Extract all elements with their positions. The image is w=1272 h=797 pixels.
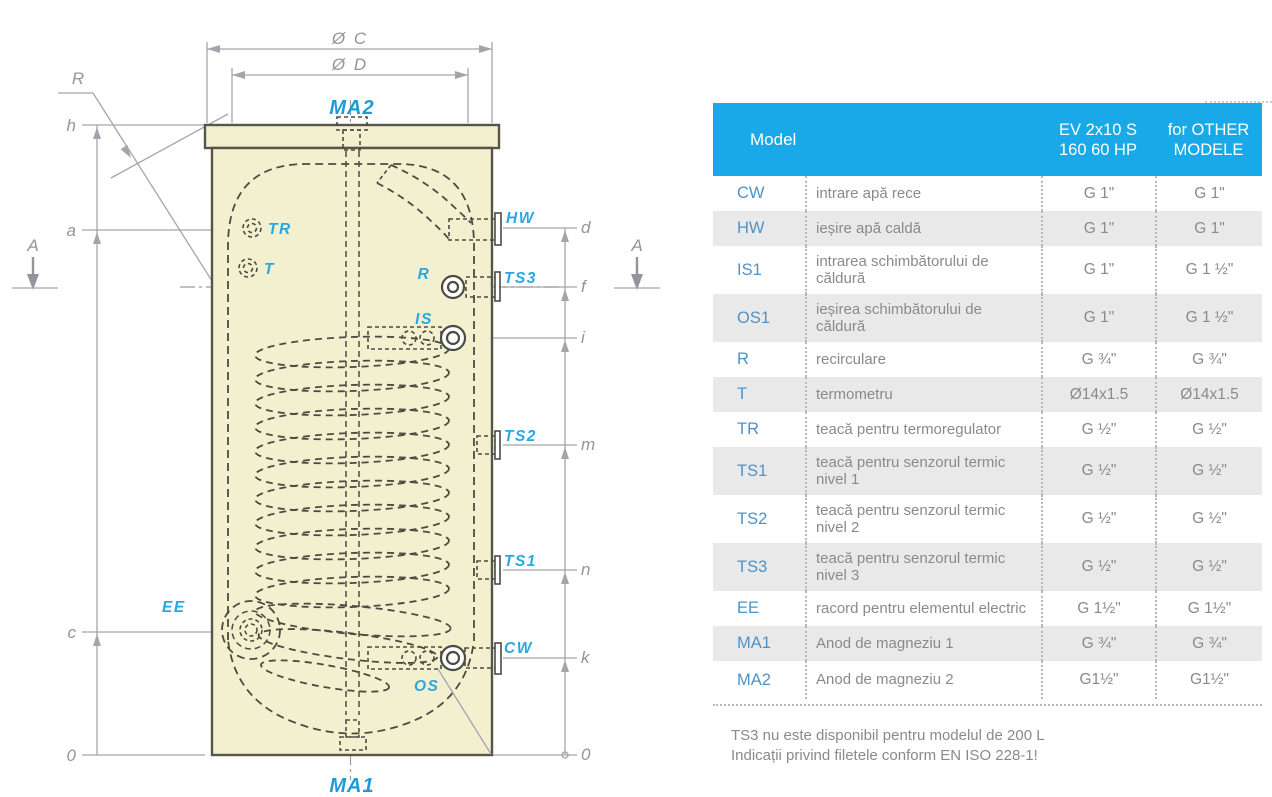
row-ev-value: G ½" [1041, 447, 1155, 495]
footnotes [731, 726, 1045, 766]
row-other-value: G ¾" [1155, 342, 1262, 377]
row-desc: teacă pentru senzorul termic nivel 3 [805, 543, 1041, 591]
row-ev-value: G ½" [1041, 543, 1155, 591]
row-other-value: G ¾" [1155, 626, 1262, 661]
row-code: MA1 [737, 634, 771, 652]
table-row [713, 246, 1262, 294]
row-other-value: G1½" [1155, 661, 1262, 699]
svg-text:A: A [631, 236, 643, 255]
row-desc: teacă pentru senzorul termic nivel 2 [805, 495, 1041, 543]
row-other-value: G ½" [1155, 495, 1262, 543]
row-ev-value: G 1" [1041, 294, 1155, 342]
row-other-value: G ½" [1155, 447, 1262, 495]
row-code: R [737, 350, 749, 368]
row-ev-value: G 1½" [1041, 591, 1155, 626]
dim-label-d: d [581, 218, 591, 237]
table-row [713, 447, 1262, 495]
row-other-value: G 1" [1155, 211, 1262, 246]
dim-label-h: h [66, 116, 76, 135]
label-tr: TR [268, 221, 292, 238]
label-ts1: TS1 [504, 553, 537, 570]
dim-label-m: m [581, 435, 596, 454]
dim-label-c: c [67, 623, 76, 642]
section-marker-right [614, 236, 660, 290]
row-other-value: G 1½" [1155, 591, 1262, 626]
table-row [713, 176, 1262, 211]
row-code: CW [737, 184, 765, 202]
header-model: Model [750, 129, 797, 149]
row-code: HW [737, 219, 765, 237]
connections-spec-table [713, 103, 1262, 699]
table-row [713, 377, 1262, 412]
row-ev-value: G 1" [1041, 176, 1155, 211]
row-desc: recirculare [805, 342, 1041, 377]
row-desc: racord pentru elementul electric [805, 591, 1041, 626]
header-other-models: for OTHER MODELE [1167, 120, 1250, 159]
dim-label-a: a [66, 221, 76, 240]
row-ev-value: Ø14x1.5 [1041, 377, 1155, 412]
row-desc: Anod de magneziu 1 [805, 626, 1041, 661]
dim-label-n: n [581, 560, 591, 579]
row-desc: teacă pentru senzorul termic nivel 1 [805, 447, 1041, 495]
header-model-ev: EV 2x10 S 160 60 HP [1059, 120, 1137, 159]
label-ma2: MA2 [329, 97, 375, 119]
bottom-dotted-divider [713, 704, 1262, 706]
label-ee: EE [162, 599, 186, 616]
dim-label-k: k [581, 648, 590, 667]
row-other-value: Ø14x1.5 [1155, 377, 1262, 412]
row-code: T [737, 385, 748, 403]
dim-label-od: Ø D [331, 55, 369, 74]
row-desc: intrare apă rece [805, 176, 1041, 211]
label-cw: CW [504, 640, 533, 657]
table-row [713, 543, 1262, 591]
table-row [713, 626, 1262, 661]
row-other-value: G 1 ½" [1155, 294, 1262, 342]
dim-label-oc: Ø C [331, 29, 369, 48]
row-code: TS1 [737, 461, 768, 480]
row-ev-value: G1½" [1041, 661, 1155, 699]
table-row [713, 342, 1262, 377]
table-row [713, 412, 1262, 447]
dim-label-zero-right: 0 [581, 745, 591, 764]
table-row [713, 591, 1262, 626]
row-other-value: G ½" [1155, 543, 1262, 591]
footnote-ts3: TS3 nu este disponibil pentru modelul de 200 L [731, 727, 1045, 744]
row-ev-value: G ½" [1041, 495, 1155, 543]
table-row [713, 211, 1262, 246]
table-row [713, 661, 1262, 699]
row-code: TR [737, 420, 759, 438]
row-desc: ieșirea schimbătorului de căldură [805, 294, 1041, 342]
dim-label-r: R [71, 69, 85, 88]
row-desc: ieșire apă caldă [805, 211, 1041, 246]
row-code: MA2 [737, 670, 771, 689]
table-header [713, 103, 1262, 176]
row-other-value: G ½" [1155, 412, 1262, 447]
section-marker-left [12, 236, 58, 290]
label-r: R [417, 266, 431, 283]
dim-label-zero-left: 0 [66, 746, 76, 765]
row-ev-value: G 1" [1041, 211, 1155, 246]
label-ts2: TS2 [504, 428, 537, 445]
row-code: EE [737, 599, 760, 617]
table-body [713, 176, 1262, 699]
row-code: IS1 [737, 260, 762, 279]
label-is: IS [415, 311, 433, 328]
row-desc: Anod de magneziu 2 [805, 661, 1041, 699]
svg-text:A: A [27, 236, 39, 255]
footnote-iso: Indicații privind filetele conform EN ISO 228-1! [731, 747, 1038, 764]
row-ev-value: G ¾" [1041, 342, 1155, 377]
row-desc: termometru [805, 377, 1041, 412]
row-code: TS2 [737, 509, 768, 528]
row-desc: intrarea schimbătorului de căldură [805, 246, 1041, 294]
label-hw: HW [506, 210, 535, 227]
label-t: T [264, 261, 275, 278]
label-os: OS [414, 678, 440, 695]
label-ts3: TS3 [504, 270, 537, 287]
row-code: OS1 [737, 308, 771, 327]
label-ma1: MA1 [329, 775, 375, 797]
row-ev-value: G ½" [1041, 412, 1155, 447]
dim-label-f: f [581, 277, 586, 296]
dim-label-i: i [581, 328, 585, 347]
row-desc: teacă pentru termoregulator [805, 412, 1041, 447]
table-row [713, 294, 1262, 342]
row-other-value: G 1 ½" [1155, 246, 1262, 294]
table-row [713, 495, 1262, 543]
row-ev-value: G 1" [1041, 246, 1155, 294]
ts3-bracket [495, 272, 500, 301]
row-code: TS3 [737, 557, 768, 576]
row-other-value: G 1" [1155, 176, 1262, 211]
row-ev-value: G ¾" [1041, 626, 1155, 661]
